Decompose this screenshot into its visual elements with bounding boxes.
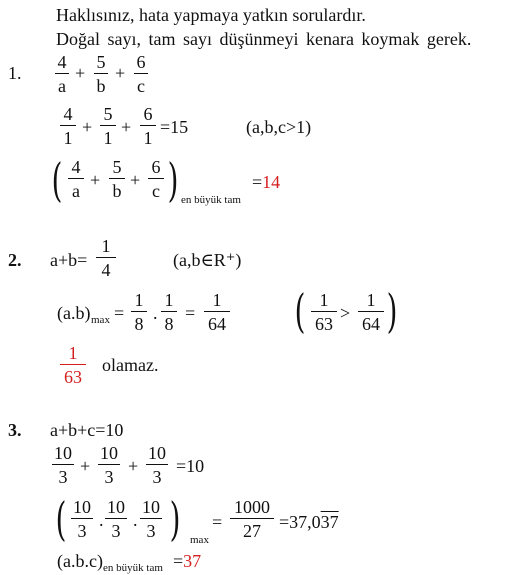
q1-plus: +	[130, 170, 141, 190]
q1-fraction-4-a: 4 a	[55, 52, 69, 96]
q1-plus: +	[75, 63, 86, 83]
q1-fraction-6-c: 6 c	[134, 52, 148, 96]
q2-red-fraction-1-63: 1 63	[60, 343, 86, 387]
q3-fraction-10-3: 10 3	[54, 443, 72, 487]
q3-equals-10: =10	[176, 456, 205, 476]
q2-fraction-1-64: 1 64	[204, 290, 230, 334]
q3-number: 3.	[8, 420, 22, 440]
q2-fraction-1-8: 1 8	[131, 290, 147, 334]
q1-subscript-en-buyuk-tam: en büyük tam	[181, 194, 241, 206]
q3-result-value: 37	[183, 551, 202, 571]
q2-number: 2.	[8, 250, 22, 270]
q1-fraction-5-1: 5 1	[100, 104, 116, 148]
q1-result-value: 14	[262, 172, 281, 192]
q2-equals: =	[114, 303, 125, 323]
q3-close-paren: )	[169, 492, 181, 546]
q2-max-subscript: max	[91, 314, 110, 326]
q2-dot: .	[153, 303, 158, 323]
q2-lhs: a+b=	[50, 250, 88, 270]
q1-sum-equals: =15	[160, 117, 189, 137]
q3-decimal-result: =37,037	[279, 512, 339, 532]
q1-open-paren: (	[51, 153, 63, 207]
q1-plus: +	[121, 117, 132, 137]
q3-fraction-10-3: 10 3	[100, 443, 118, 487]
q2-ab: (a.b)	[57, 303, 91, 323]
q3-open-paren: (	[55, 492, 67, 546]
q3-fraction-10-3: 10 3	[107, 497, 125, 541]
q2-fraction-1-4: 1 4	[96, 236, 116, 280]
q2-fraction-1-8: 1 8	[161, 290, 177, 334]
q1-fraction-5-b: 5 b	[109, 157, 125, 201]
q1-fraction-6-1: 6 1	[140, 104, 156, 148]
q3-plus: +	[80, 456, 91, 476]
q2-fraction-1-64: 1 64	[358, 290, 384, 334]
intro-line-2: Doğal sayı, tam sayı düşünmeyi kenara koymak gerek.	[56, 29, 472, 49]
q2-equals: =	[185, 303, 196, 323]
q3-dot: .	[133, 510, 138, 530]
q3-abc: (a.b.c)	[57, 551, 103, 571]
q2-open-paren: (	[294, 284, 306, 338]
q3-fraction-10-3: 10 3	[148, 443, 166, 487]
q3-dot: .	[99, 510, 104, 530]
q1-fraction-6-c: 6 c	[148, 157, 164, 201]
q3-fraction-10-3: 10 3	[142, 497, 160, 541]
q3-lhs: a+b+c=10	[50, 420, 124, 440]
q1-fraction-5-b: 5 b	[94, 52, 108, 96]
q3-plus: +	[128, 456, 139, 476]
q2-olamaz: olamaz.	[102, 355, 159, 375]
q2-close-paren: )	[386, 284, 398, 338]
q3-fraction-1000-27: 1000 27	[230, 497, 274, 541]
q1-plus: +	[115, 63, 126, 83]
q1-result: =14	[252, 172, 281, 192]
q3-subscript-en-buyuk-tam: en büyük tam	[103, 562, 163, 574]
q2-fraction-1-63: 1 63	[311, 290, 337, 334]
q1-plus: +	[82, 117, 93, 137]
q1-number: 1.	[8, 63, 22, 83]
intro-line-1: Haklısınız, hata yapmaya yatkın sorulardır.	[56, 5, 366, 25]
q3-result: =37	[173, 551, 202, 571]
q2-condition: (a,b∈R⁺)	[173, 250, 242, 270]
q1-plus: +	[90, 170, 101, 190]
q1-close-paren: )	[167, 153, 179, 207]
q3-repeating-digits: 37	[320, 512, 339, 532]
q2-greater-than: >	[340, 303, 351, 323]
q1-fraction-4-a: 4 a	[68, 157, 84, 201]
q3-fraction-10-3: 10 3	[73, 497, 91, 541]
q3-equals: =	[212, 512, 223, 532]
q1-condition: (a,b,c>1)	[246, 117, 312, 137]
q1-fraction-4-1: 4 1	[60, 104, 76, 148]
q3-max-subscript: max	[190, 534, 209, 546]
